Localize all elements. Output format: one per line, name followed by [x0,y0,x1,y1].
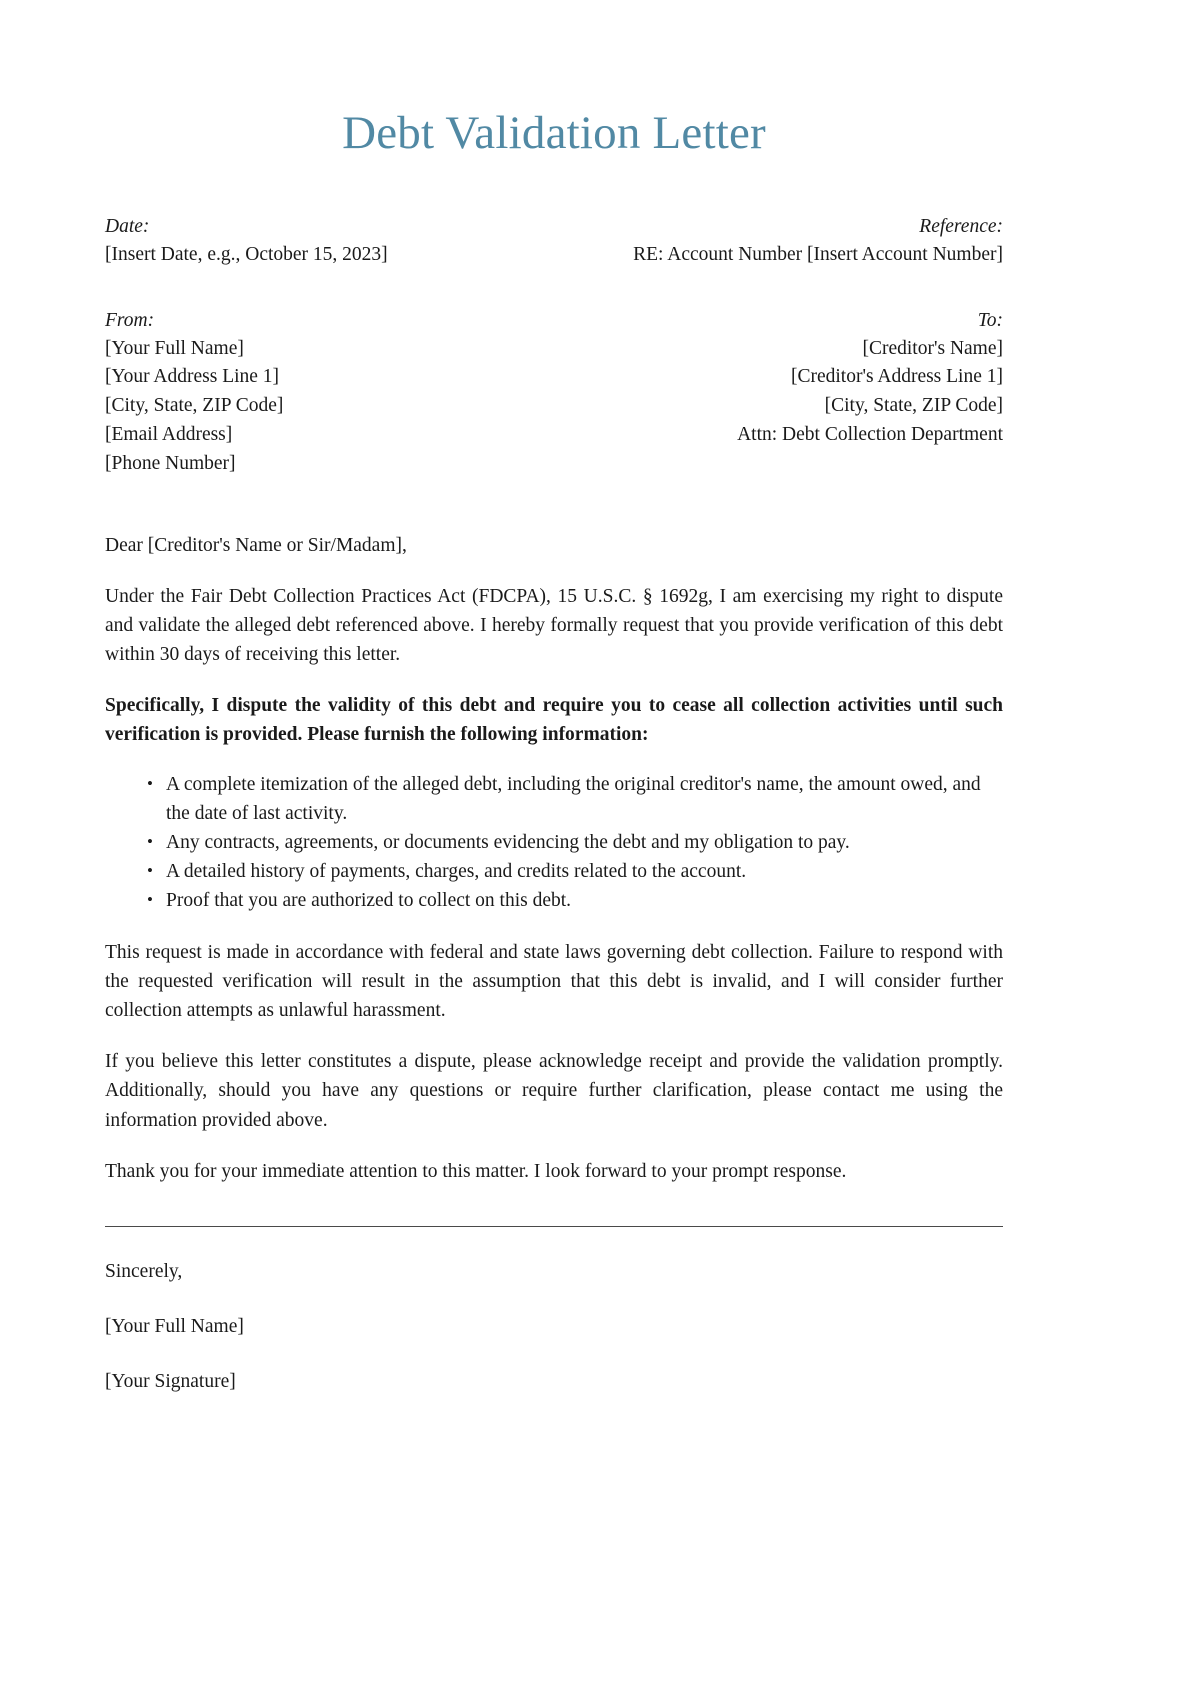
requested-information-list [105,770,1003,916]
recipient-line: [City, State, ZIP Code] [824,395,1003,417]
sender-block [105,307,545,479]
list-item: • A detailed history of payments, charges, and credits related to the account. [147,857,1003,886]
letter-content [105,0,1003,1396]
sender-line: [City, State, ZIP Code] [105,395,284,417]
sender-line: [Phone Number] [105,452,236,474]
list-item: • Any contracts, agreements, or documents evidencing the debt and my obligation to pay. [147,828,1003,857]
list-item: • A complete itemization of the alleged debt, including the original creditor's name, the amount owed, and the date of last activity. [147,770,1003,828]
reference-value: RE: Account Number [Insert Account Number] [633,243,1003,265]
recipient-block [563,307,1003,450]
sender-line: [Your Address Line 1] [105,366,280,388]
body-paragraph-3: This request is made in accordance with federal and state laws governing debt collection. Failure to respond with the requested verification will result in the assumption that this debt is invalid, and I will consider further collection attempts as unlawful harassment. [105,941,1003,1021]
from-label: From: [105,309,155,331]
reference-label: Reference: [919,215,1003,237]
body-paragraph-5: Thank you for your immediate attention to this matter. I look forward to your prompt response. [105,1160,847,1182]
sender-line: [Your Full Name] [105,337,244,359]
date-reference-row [105,213,1003,270]
body-paragraph-emphasis: Specifically, I dispute the validity of this debt and require you to cease all collection activities until such verification is provided. Please furnish the following information: [105,695,1003,746]
salutation: Dear [Creditor's Name or Sir/Madam], [105,534,407,556]
signer-name: [Your Full Name] [105,1315,244,1337]
date-value: [Insert Date, e.g., October 15, 2023] [105,243,388,265]
signature-placeholder: [Your Signature] [105,1370,236,1392]
sender-line: [Email Address] [105,423,233,445]
recipient-line: [Creditor's Name] [862,337,1003,359]
list-item: • Proof that you are authorized to collect on this debt. [147,886,1003,915]
body-paragraph-4: If you believe this letter constitutes a dispute, please acknowledge receipt and provide the validation promptly. Additionally, should you have any questions or require further clarification, please contact me using the information provided above. [105,1051,1003,1131]
date-label: Date: [105,215,150,237]
recipient-line: [Creditor's Address Line 1] [790,366,1003,388]
to-label: To: [977,309,1003,331]
from-to-row [105,307,1003,479]
recipient-line: Attn: Debt Collection Department [737,423,1003,445]
closing-salutation: Sincerely, [105,1260,183,1282]
body-paragraph-1: Under the Fair Debt Collection Practices Act (FDCPA), 15 U.S.C. § 1692g, I am exercising my right to dispute and validate the alleged debt referenced above. I hereby formally request that you provide verification of this debt within 30 days of receiving this letter. [105,585,1003,665]
reference-block [563,213,1003,270]
signature-divider [105,1226,1003,1227]
date-block [105,213,545,270]
page-title: Debt Validation Letter [342,107,766,159]
